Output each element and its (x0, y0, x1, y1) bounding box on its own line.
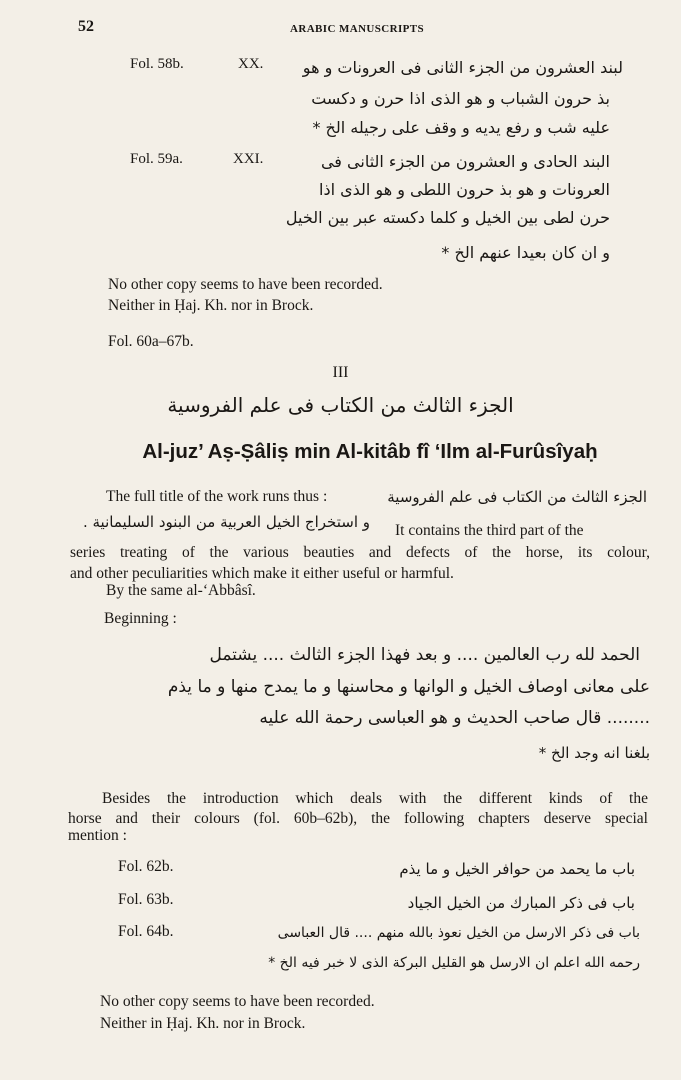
running-title: ARABIC MANUSCRIPTS (290, 23, 425, 35)
para-text: It contains the third part of the (395, 522, 584, 539)
arabic-line: حرن لطى بين الخيل و كلما دكسته عبر بين الخيل (285, 208, 610, 227)
para-text: horse and their colours (fol. 60b–62b), the following chapters deserve special (68, 810, 648, 827)
arabic-line: العرونات و هو بذ حرون اللطى و هو الذى اذا (319, 180, 610, 199)
folio-63b: Fol. 63b. (118, 891, 174, 908)
arabic-quote-line: الحمد لله رب العالمين .... و بعد فهذا الجزء الثالث .... يشتمل (209, 645, 640, 665)
note-reference: Neither in Ḥaj. Kh. nor in Brock. (108, 297, 314, 314)
folio-58b: Fol. 58b. (130, 56, 184, 72)
para-text: By the same al-‘Abbâsî. (106, 582, 256, 599)
arabic-quote-line: ........ قال صاحب الحديث و هو العباسى رحمة الله عليه (259, 708, 650, 728)
beginning-label: Beginning : (104, 610, 177, 627)
para-text: Besides the introduction which deals with the different kinds of the (102, 790, 648, 807)
section-heading: Al-juz’ Aṣ-Ṣâliṣ min Al-kitâb fî ‘Ilm al-Furûsîyaḥ (142, 440, 598, 463)
page-number: 52 (78, 18, 94, 35)
roman-xxi: XXI. (233, 151, 264, 167)
folio-range: Fol. 60a–67b. (108, 333, 194, 350)
arabic-line: البند الحادى و العشرون من الجزء الثانى فى (320, 152, 610, 171)
arabic-line: بذ حرون الشباب و هو الذى اذا حرن و دكست (311, 89, 610, 108)
roman-xx: XX. (238, 56, 264, 72)
para-text: series treating of the various beauties and defects of the horse, its colour, (70, 544, 650, 561)
arabic-quote-line: على معانى اوصاف الخيل و الوانها و محاسنها و ما يمدح منها و ما يذم (167, 677, 650, 697)
chapter-arabic: باب فى ذكر المبارك من الخيل الجياد (407, 894, 635, 912)
arabic-title-inline: الجزء الثالث من الكتاب فى علم الفروسية (387, 488, 647, 506)
para-text: and other peculiarities which make it either useful or harmful. (70, 565, 454, 582)
arabic-line: لبند العشرون من الجزء الثانى فى العرونات و هو (302, 58, 623, 77)
arabic-title-inline: و استخراج الخيل العربية من البنود السليمانية . (82, 513, 370, 531)
section-roman-iii: III (332, 364, 349, 381)
arabic-line: عليه شب و رفع يديه و وقف على رجيله الخ * (312, 118, 610, 137)
arabic-quote-line: بلغنا انه وجد الخ * (538, 744, 650, 762)
chapter-arabic: باب ما يحمد من حوافر الخيل و ما يذم (399, 860, 635, 878)
arabic-section-title: الجزء الثالث من الكتاب فى علم الفروسية (167, 393, 514, 417)
folio-64b: Fol. 64b. (118, 923, 174, 940)
note-no-other-copy: No other copy seems to have been recorded. (108, 276, 383, 293)
arabic-line: و ان كان بعيدا عنهم الخ * (441, 243, 610, 262)
chapter-arabic: باب فى ذكر الارسل من الخيل نعوذ بالله منهم .... قال العباسى (277, 925, 640, 941)
folio-59a: Fol. 59a. (130, 151, 183, 167)
para-text: mention : (68, 827, 127, 844)
para-text: The full title of the work runs thus : (106, 488, 328, 505)
chapter-arabic-continuation: رحمه الله اعلم ان الارسل هو القليل البركة الذى لا خبر فيه الخ * (268, 955, 640, 971)
note-reference: Neither in Ḥaj. Kh. nor in Brock. (100, 1015, 306, 1032)
note-no-other-copy: No other copy seems to have been recorded. (100, 993, 375, 1010)
folio-62b: Fol. 62b. (118, 858, 174, 875)
